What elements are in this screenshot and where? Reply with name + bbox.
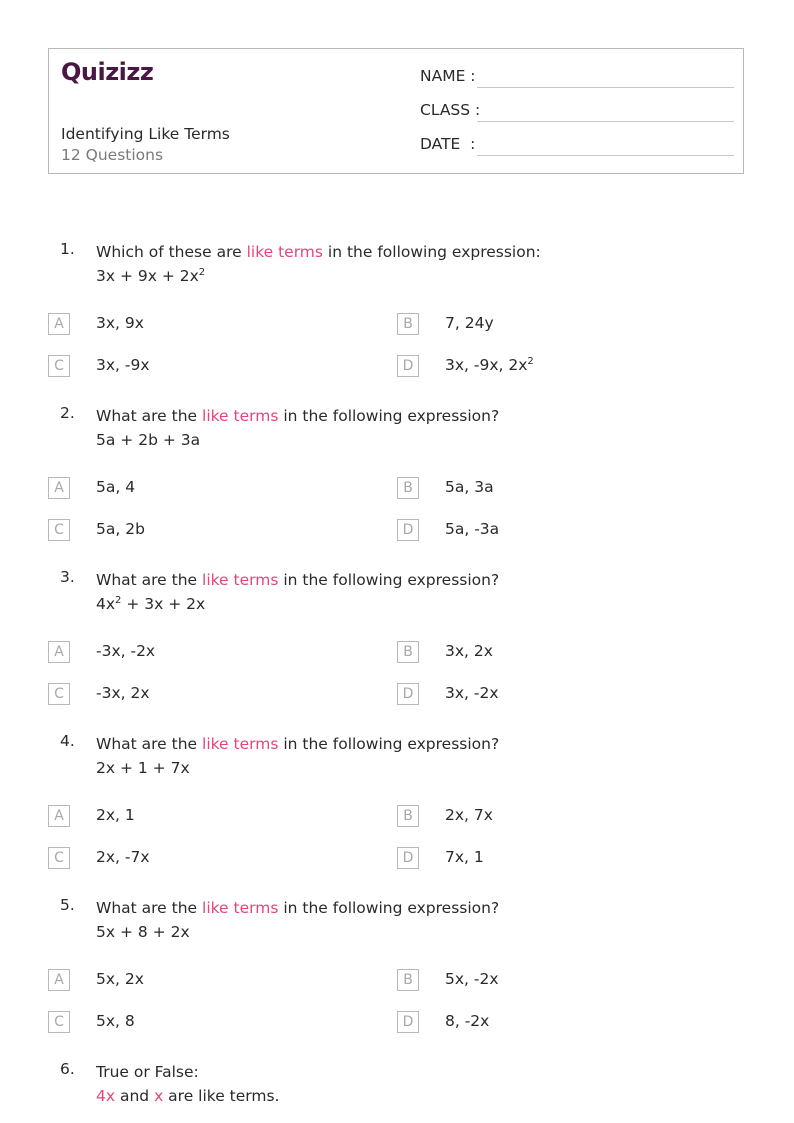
option-text: 3x, -9x xyxy=(96,356,150,374)
question-text-part: in the following expression? xyxy=(278,407,500,425)
option-letter: C xyxy=(48,847,70,869)
option-text: 5x, 2x xyxy=(96,970,144,988)
question-text-part: What are the xyxy=(96,407,203,425)
highlight-text: x xyxy=(154,1087,164,1105)
question-number: 1. xyxy=(60,240,75,258)
option-letter: C xyxy=(48,1011,70,1033)
option-text: 5a, -3a xyxy=(445,520,500,538)
question-text-part: Which of these are xyxy=(96,243,247,261)
question-text-part: True or False: xyxy=(96,1063,199,1081)
option-text: 5a, 2b xyxy=(96,520,145,538)
expression: + 3x + 2x xyxy=(121,595,206,613)
option-letter: A xyxy=(48,805,70,827)
question-text xyxy=(96,1060,280,1108)
question-text-part: are like terms. xyxy=(163,1087,280,1105)
highlight-text: like terms xyxy=(202,899,279,917)
option-letter: C xyxy=(48,355,70,377)
question-number: 4. xyxy=(60,732,75,750)
option-letter: A xyxy=(48,641,70,663)
exponent: 2 xyxy=(198,266,206,278)
expression: 5a + 2b + 3a xyxy=(96,431,201,449)
name-label: NAME : xyxy=(420,67,476,85)
question-text xyxy=(96,404,499,452)
option-text: 2x, 7x xyxy=(445,806,493,824)
expression: 3x + 9x + 2x xyxy=(96,267,199,285)
quizizz-logo: Quizizz xyxy=(61,58,154,86)
option-letter: A xyxy=(48,477,70,499)
question-text-part: in the following expression? xyxy=(278,899,500,917)
question-text-part: in the following expression? xyxy=(278,571,500,589)
option-letter: D xyxy=(397,683,419,705)
option-text: 2x, 1 xyxy=(96,806,135,824)
option-letter: A xyxy=(48,313,70,335)
question-text-part: What are the xyxy=(96,571,203,589)
name-field[interactable] xyxy=(420,67,734,91)
question-text xyxy=(96,240,541,288)
option-letter: C xyxy=(48,683,70,705)
question-number: 3. xyxy=(60,568,75,586)
option-text: 7x, 1 xyxy=(445,848,484,866)
highlight-text: like terms xyxy=(202,735,279,753)
option-text: 8, -2x xyxy=(445,1012,490,1030)
name-line xyxy=(477,87,734,88)
question-text xyxy=(96,568,499,616)
question-text-part: What are the xyxy=(96,735,203,753)
option-text: 5a, 4 xyxy=(96,478,136,496)
option-text: 5a, 3a xyxy=(445,478,494,496)
question-number: 5. xyxy=(60,896,75,914)
option-text: 3x, -2x xyxy=(445,684,499,702)
option-text: -3x, -2x xyxy=(96,642,156,660)
worksheet-title: Identifying Like Terms xyxy=(61,125,230,143)
highlight-text: 4x xyxy=(96,1087,116,1105)
class-label: CLASS : xyxy=(420,101,481,119)
question-count: 12 Questions xyxy=(61,146,164,164)
expression: 5x + 8 + 2x xyxy=(96,923,190,941)
option-letter: B xyxy=(397,477,419,499)
option-text: 3x, 2x xyxy=(445,642,493,660)
option-letter: D xyxy=(397,1011,419,1033)
date-field[interactable] xyxy=(420,135,734,159)
question-text xyxy=(96,732,499,780)
option-letter: B xyxy=(397,805,419,827)
question-text xyxy=(96,896,499,944)
highlight-text: like terms xyxy=(246,243,323,261)
date-label: DATE : xyxy=(420,135,476,153)
date-line xyxy=(477,155,734,156)
worksheet-header xyxy=(48,48,744,174)
class-line xyxy=(477,121,734,122)
option-letter: A xyxy=(48,969,70,991)
highlight-text: like terms xyxy=(202,407,279,425)
exponent: 2 xyxy=(527,355,534,367)
question-text-part: in the following expression? xyxy=(278,735,500,753)
option-letter: C xyxy=(48,519,70,541)
question-text-part: What are the xyxy=(96,899,203,917)
option-letter: B xyxy=(397,313,419,335)
option-text: 5x, 8 xyxy=(96,1012,135,1030)
question-number: 2. xyxy=(60,404,75,422)
option-letter: B xyxy=(397,969,419,991)
option-text: 5x, -2x xyxy=(445,970,499,988)
option-text: 2x, -7x xyxy=(96,848,150,866)
question-text-part: in the following expression: xyxy=(322,243,541,261)
question-number: 6. xyxy=(60,1060,75,1078)
expression: 4x xyxy=(96,595,116,613)
option-letter: D xyxy=(397,847,419,869)
option-text: 3x, -9x, $2x^2$ xyxy=(445,355,534,374)
exponent: 2 xyxy=(115,594,122,606)
question-text-part: and xyxy=(115,1087,155,1105)
highlight-text: like terms xyxy=(202,571,279,589)
option-text: 7, 24y xyxy=(445,314,494,332)
option-text: -3x, 2x xyxy=(96,684,150,702)
option-text: 3x, 9x xyxy=(96,314,144,332)
option-letter: D xyxy=(397,355,419,377)
option-letter: B xyxy=(397,641,419,663)
class-field[interactable] xyxy=(420,101,734,125)
option-letter: D xyxy=(397,519,419,541)
expression: 2x + 1 + 7x xyxy=(96,759,190,777)
